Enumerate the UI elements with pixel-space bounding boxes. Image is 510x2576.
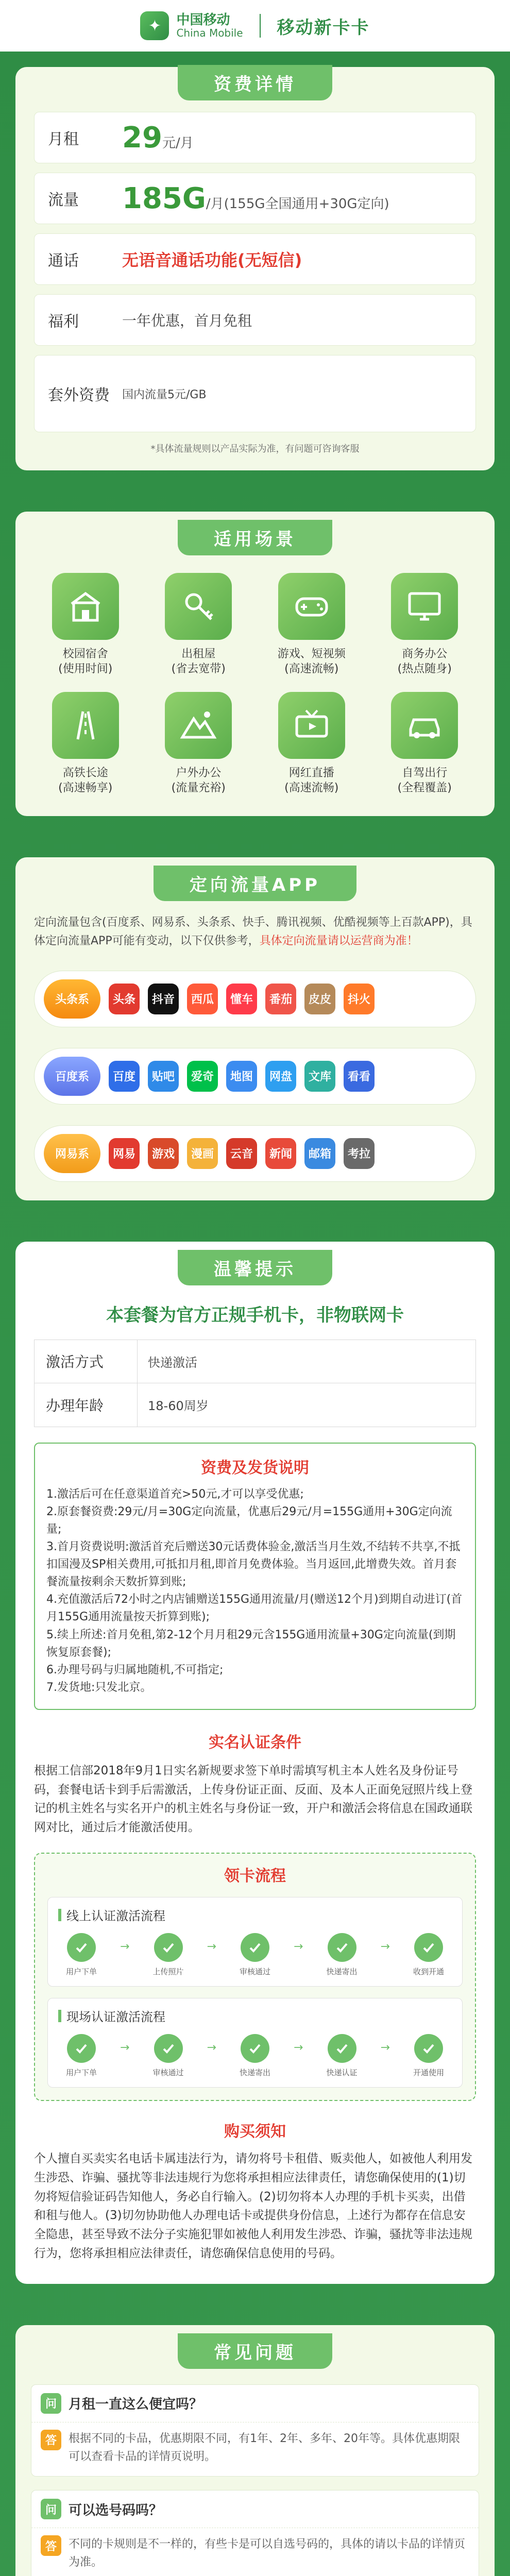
scene-label: 网红直播 (高速流畅) xyxy=(284,767,339,794)
app-icon: 头条 xyxy=(109,984,140,1014)
campus-icon xyxy=(52,573,119,640)
app-icon: 网易 xyxy=(109,1138,140,1169)
fee-section xyxy=(15,67,495,470)
fee-row-extra: 套外资费 国内流量5元/GB xyxy=(34,355,476,432)
flow-online-title: 线上认证激活流程 xyxy=(58,1906,452,1924)
arrow-right-icon: → xyxy=(120,1940,130,1954)
flow-box xyxy=(34,1853,476,2101)
rules-title: 资费及发货说明 xyxy=(201,1459,309,1477)
top-bar xyxy=(0,0,510,52)
app-icon: 爱奇 xyxy=(187,1061,218,1092)
faq-item xyxy=(31,2490,479,2576)
scenes-section xyxy=(15,512,495,816)
apps-section xyxy=(15,857,495,1200)
notice-headline: 本套餐为官方正规手机卡，非物联网卡 xyxy=(106,1304,404,1326)
fee-row-call: 通话 无语音通话功能(无短信) xyxy=(34,233,476,285)
scene-item xyxy=(373,573,477,676)
scene-label: 自驾出行 (全程覆盖) xyxy=(397,767,452,794)
mountain-icon xyxy=(165,692,232,759)
realname-title: 实名认证条件 xyxy=(209,1733,301,1752)
scene-item xyxy=(34,573,137,676)
answer-icon: 答 xyxy=(41,2430,61,2450)
scene-grid xyxy=(34,573,476,795)
flow-step: 审核通过 xyxy=(145,2034,192,2078)
apps-section-title: 定向流量APP xyxy=(154,866,356,901)
scene-item xyxy=(147,573,250,676)
answer-icon: 答 xyxy=(41,2535,61,2556)
app-icon: 游戏 xyxy=(148,1138,179,1169)
faq-answer: 答 不同的卡规则是不一样的，有些卡是可以自选号码的，具体的请以卡品的详情页为准。 xyxy=(31,2528,479,2576)
question-icon: 问 xyxy=(41,2499,61,2519)
app-icon: 番茄 xyxy=(265,984,296,1014)
scene-label: 出租屋 (省去宽带) xyxy=(171,648,226,675)
scene-item xyxy=(260,692,363,795)
arrow-right-icon: → xyxy=(120,2041,130,2055)
app-icon: 看看 xyxy=(344,1061,375,1092)
faq-answer: 答 根据不同的卡品，优惠期限不同，有1年、2年、多年、20年等。具体优惠期限可以查看卡品的详情页说明。 xyxy=(31,2422,479,2476)
arrow-right-icon: → xyxy=(294,2041,303,2055)
step-icon xyxy=(154,2034,183,2063)
fee-section-title: 资费详情 xyxy=(178,65,332,100)
app-icon: 抖音 xyxy=(148,984,179,1014)
app-icon: 皮皮 xyxy=(304,984,335,1014)
notice-section-title: 温馨提示 xyxy=(178,1250,332,1285)
scene-item xyxy=(147,692,250,795)
arrow-right-icon: → xyxy=(207,2041,216,2055)
brand xyxy=(140,11,369,40)
flow-step: 用户下单 xyxy=(58,2034,105,2078)
fee-row-data: 流量 185G/月(155G全国通用+30G定向) xyxy=(34,173,476,224)
app-row-tag: 百度系 xyxy=(44,1057,100,1096)
key-icon xyxy=(165,573,232,640)
flow-step: 快递认证 xyxy=(319,2034,365,2078)
app-icon: 贴吧 xyxy=(148,1061,179,1092)
app-row xyxy=(34,1125,476,1182)
arrow-right-icon: → xyxy=(294,1940,303,1954)
step-icon xyxy=(154,1933,183,1962)
flow-online-card xyxy=(47,1897,463,1987)
faq-item xyxy=(31,2384,479,2477)
step-icon xyxy=(67,1933,96,1962)
monitor-icon xyxy=(391,573,458,640)
faq-question: 问 月租一直这么便宜吗？ xyxy=(31,2385,479,2422)
brand-sub: China Mobile xyxy=(176,27,243,40)
road-icon xyxy=(52,692,119,759)
flow-step: 收到开通 xyxy=(405,1933,452,1977)
flow-offline-steps xyxy=(58,2034,452,2078)
flow-step: 快递寄出 xyxy=(319,1933,365,1977)
app-rows xyxy=(34,971,476,1182)
arrow-right-icon: → xyxy=(380,2041,390,2055)
faq-question: 问 可以选号码吗？ xyxy=(31,2490,479,2528)
flow-online-steps xyxy=(58,1933,452,1977)
scene-label: 商务办公 (热点随身) xyxy=(397,648,452,675)
app-icon: 邮箱 xyxy=(304,1138,335,1169)
app-icon: 懂车 xyxy=(226,984,257,1014)
rules-box xyxy=(34,1443,476,1710)
faq-section-title: 常见问题 xyxy=(178,2333,332,2369)
car-icon xyxy=(391,692,458,759)
purchase-title: 购买须知 xyxy=(224,2123,286,2141)
app-icon: 漫画 xyxy=(187,1138,218,1169)
brand-name: 中国移动 xyxy=(176,12,230,28)
scene-label: 高铁长途 (高速畅享) xyxy=(58,767,113,794)
realname-text: 根据工信部2018年9月1日实名新规要求签下单时需填写机主本人姓名及身份证号码，套餐电话卡到手后需激活，上传身份证正面、反面、及本人正面免冠照片线上登记的机主姓名与实名开户的机主姓名与身份证一致，开户和激活会将信息在国政通联网对比，通过后才能激活使用。 xyxy=(34,1764,472,1835)
step-icon xyxy=(328,1933,356,1962)
page-title: 移动新卡卡 xyxy=(277,17,370,38)
scene-label: 户外办公 (流量充裕) xyxy=(171,767,226,794)
scene-label: 游戏、短视频 (高速流畅) xyxy=(277,648,346,675)
arrow-right-icon: → xyxy=(380,1940,390,1954)
tv-icon xyxy=(278,692,345,759)
flow-step: 开通使用 xyxy=(405,2034,452,2078)
fee-row-rent: 月租 29元/月 xyxy=(34,112,476,163)
scene-item xyxy=(260,573,363,676)
gamepad-icon xyxy=(278,573,345,640)
step-icon xyxy=(241,1933,269,1962)
china-mobile-logo-icon: ✦ xyxy=(140,11,169,40)
app-icon: 地图 xyxy=(226,1061,257,1092)
notice-row-activation: 激活方式 快递激活 xyxy=(35,1340,475,1383)
app-icon: 云音 xyxy=(226,1138,257,1169)
flow-title: 领卡流程 xyxy=(224,1867,286,1886)
flow-offline-title: 现场认证激活流程 xyxy=(58,2007,452,2025)
app-icon: 文库 xyxy=(304,1061,335,1092)
scene-item xyxy=(373,692,477,795)
flow-step: 用户下单 xyxy=(58,1933,105,1977)
flow-step: 上传照片 xyxy=(145,1933,192,1977)
app-icon: 考拉 xyxy=(344,1138,375,1169)
rules-text: 1.激活后可在任意渠道首充>50元,才可以享受优惠; 2.原套餐资费:29元/月=30G定向流量，优惠后29元/月=155G通用+30G定向流量; 3.首月资费说明:激活首充后赠送30元话费体验金,激活当月生效,不结转不共享,不抵扣国漫及SP相关费用,可抵扣月租,即首月免费体验。当月返回,此增费失效。首月套餐流量按剩余天数折算到账; 4.充值激活后72小时之内店铺赠送155G通用流量/月(赠送12个月)到期自动进订(首月155G通用流量按天折算到账); 5.续上所述:首月免租,第2-12个月月租29元含155G通用流量+30G定向流量(到期恢复原套餐); 6.办理号码与归属地随机,不可指定; 7.发货地:只发北京。 xyxy=(46,1487,463,1694)
app-icon: 西瓜 xyxy=(187,984,218,1014)
step-icon xyxy=(67,2034,96,2063)
scenes-section-title: 适用场景 xyxy=(178,520,332,555)
app-icon: 新闻 xyxy=(265,1138,296,1169)
notice-table xyxy=(34,1340,476,1427)
app-row-tag: 网易系 xyxy=(44,1134,100,1173)
step-icon xyxy=(414,1933,443,1962)
notice-section xyxy=(15,1242,495,2284)
app-icon: 抖火 xyxy=(344,984,375,1014)
apps-description: 定向流量包含(百度系、网易系、头条系、快手、腾讯视频、优酷视频等上百款APP)，具体定向流量APP可能有变动，以下仅供参考，具体定向流量请以运营商为准！ xyxy=(34,916,472,947)
app-icon: 网盘 xyxy=(265,1061,296,1092)
question-icon: 问 xyxy=(41,2393,61,2414)
flow-step: 审核通过 xyxy=(232,1933,278,1977)
app-icon: 百度 xyxy=(109,1061,140,1092)
app-row-tag: 头条系 xyxy=(44,979,100,1019)
app-row xyxy=(34,971,476,1027)
arrow-right-icon: → xyxy=(207,1940,216,1954)
flow-step: 快递寄出 xyxy=(232,2034,278,2078)
step-icon xyxy=(414,2034,443,2063)
scene-label: 校园宿舍 (使用时间) xyxy=(58,648,113,675)
fee-note: *具体流量规则以产品实际为准，有问题可咨询客服 xyxy=(150,444,360,454)
faq-section xyxy=(15,2325,495,2576)
faq-list xyxy=(31,2384,479,2576)
app-row xyxy=(34,1048,476,1105)
purchase-text: 个人擅自买卖实名电话卡属违法行为，请勿将号卡租借、贩卖他人，如被他人利用发生涉恐、诈骗、骚扰等非法违规行为您将承担相应法律责任，请您确保使用的(1)切勿将短信验证码告知他人，务必自行输入。(2)切勿将本人办理的手机卡买卖，出借和租与他人。(3)切勿协助他人办理电话卡或提供身份信息，上述行为都存在信息安全隐患，甚至导致不法分子实施犯罪如被他人利用发生涉恐、诈骗，骚扰等非法违规行为，您将承担相应法律责任，请您确保信息使用的号码。 xyxy=(34,2152,472,2261)
step-icon xyxy=(328,2034,356,2063)
step-icon xyxy=(241,2034,269,2063)
fee-row-benefit: 福利 一年优惠，首月免租 xyxy=(34,294,476,346)
notice-row-age: 办理年龄 18-60周岁 xyxy=(35,1383,475,1427)
scene-item xyxy=(34,692,137,795)
flow-offline-card xyxy=(47,1998,463,2088)
